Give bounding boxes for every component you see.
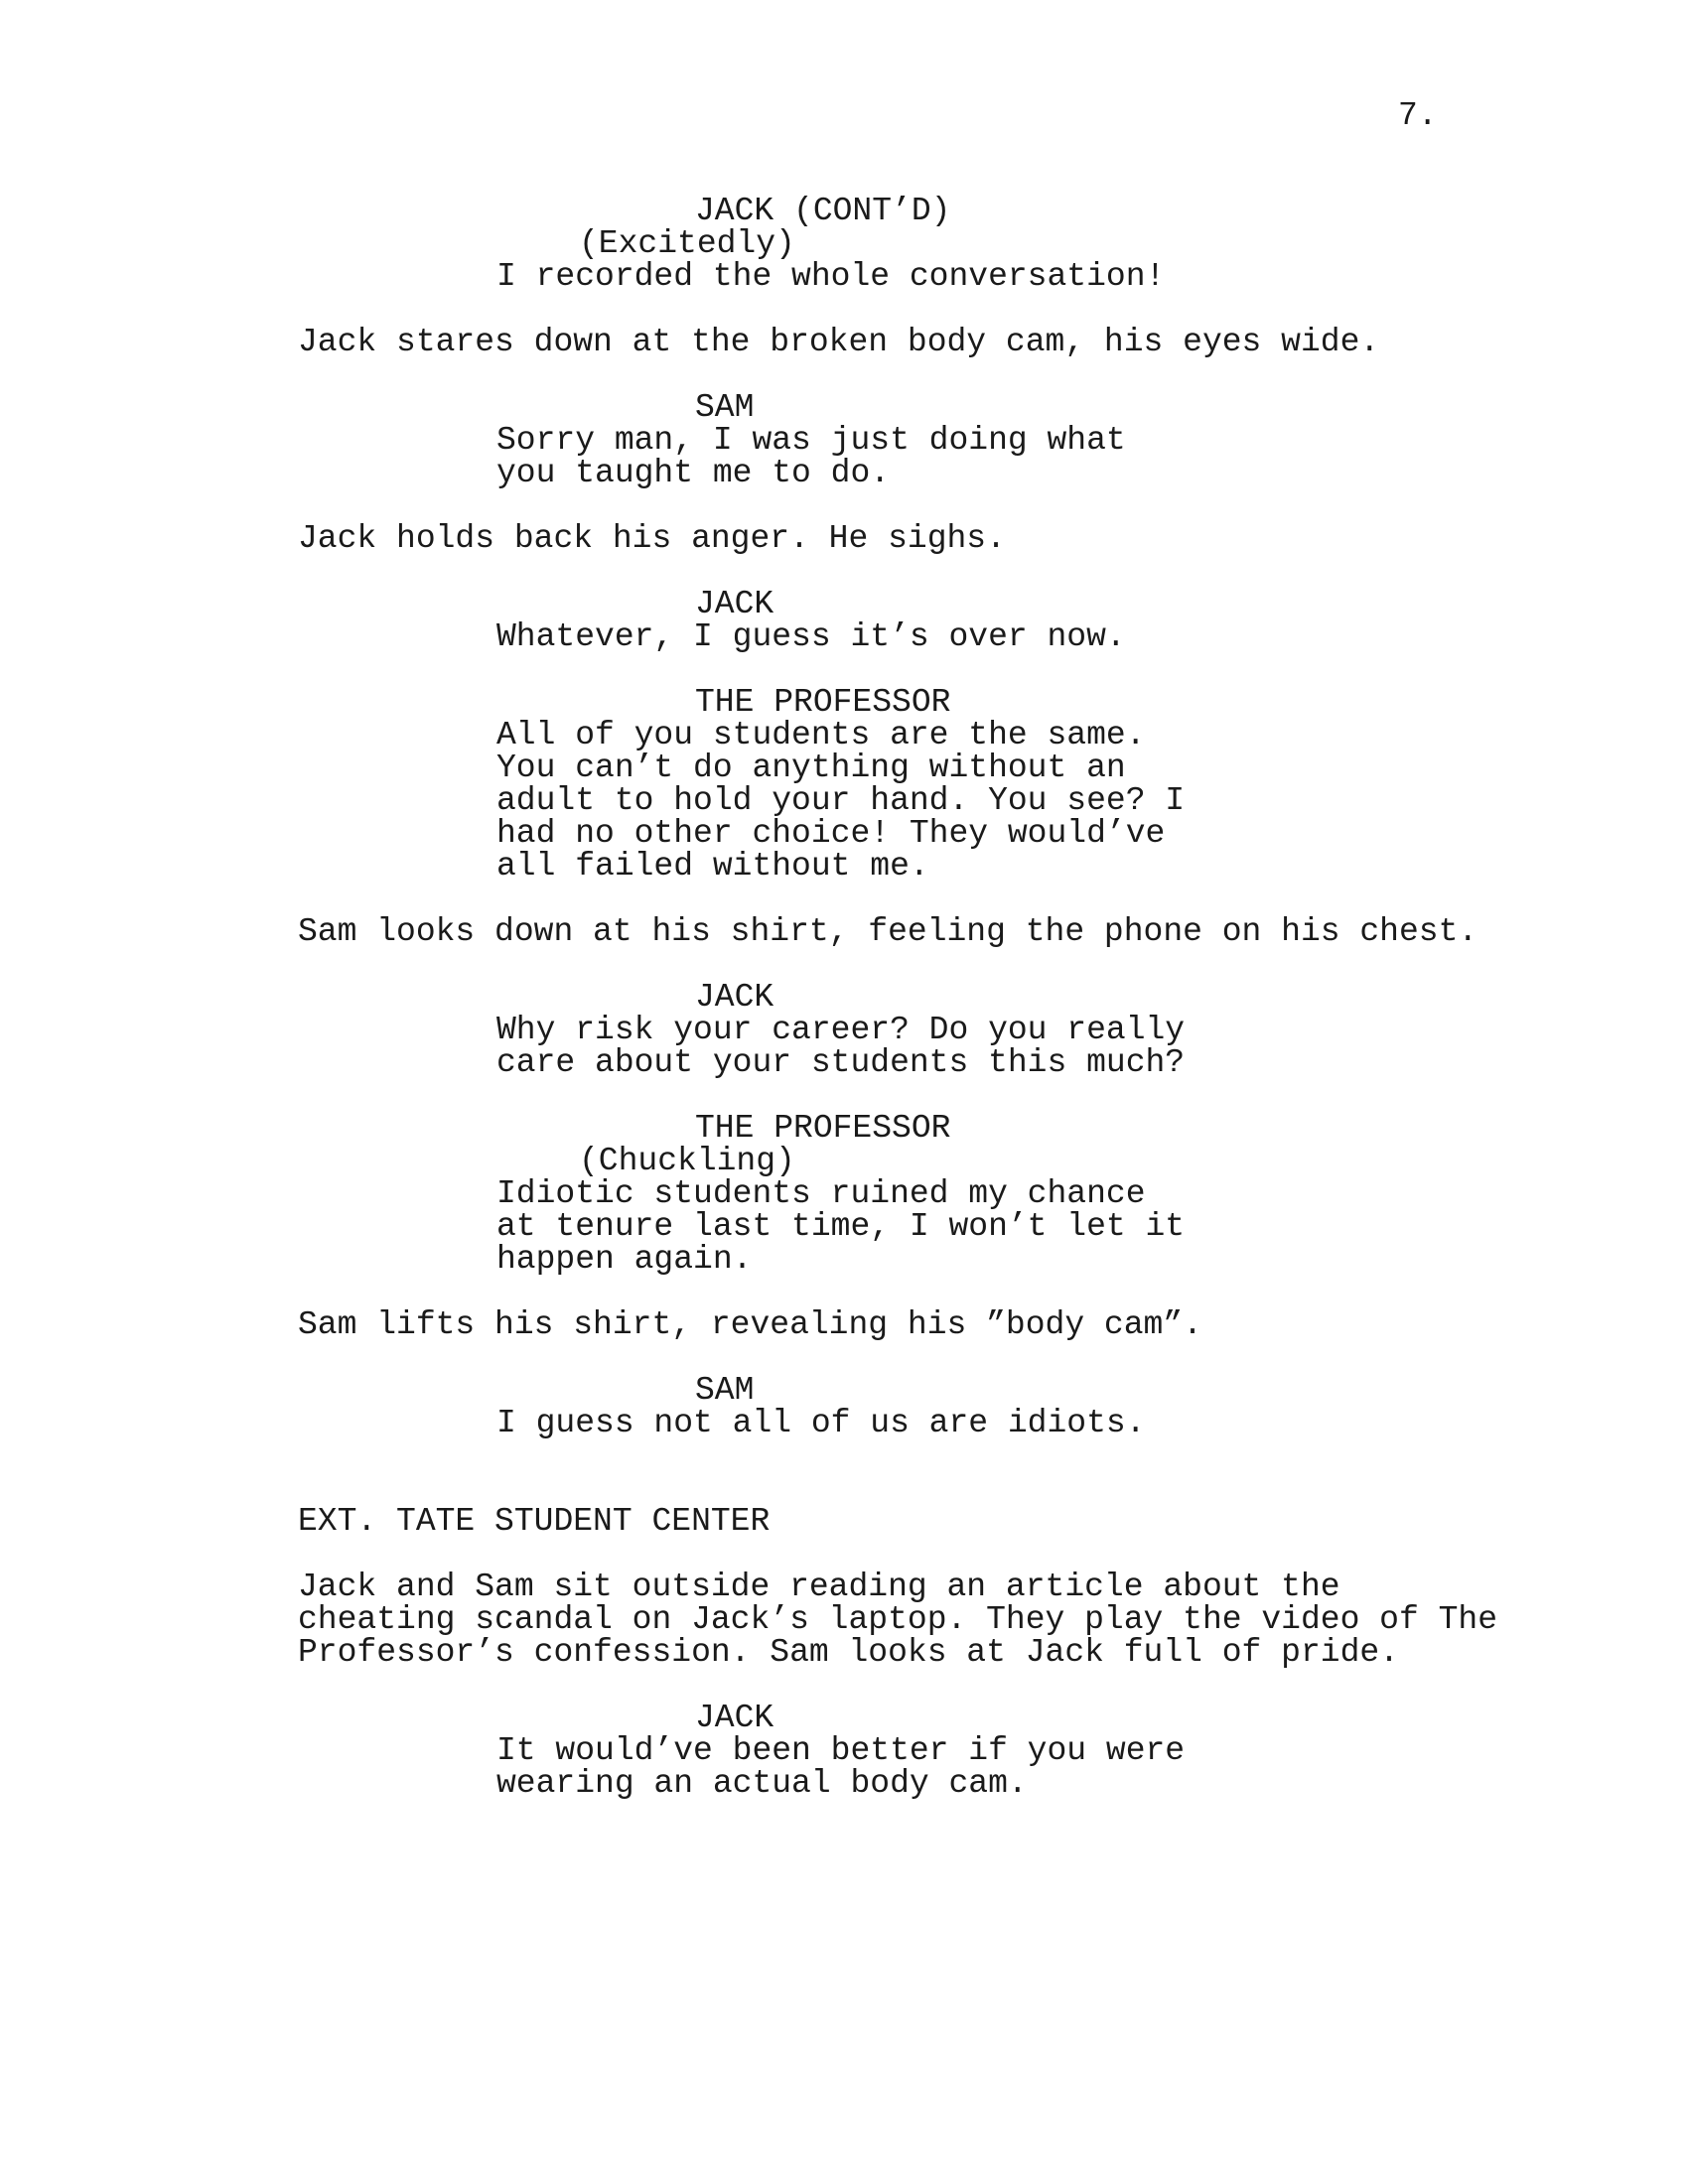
character-name: JACK [695,1700,774,1736]
dialogue-line: I guess not all of us are idiots. [496,1405,1146,1441]
character-name: JACK (CONT’D) [695,193,951,229]
page-number: 7. [1398,97,1438,134]
dialogue-line: You can’t do anything without an [496,750,1126,786]
action-line: Sam lifts his shirt, revealing his ”body cam”. [298,1306,1202,1343]
dialogue-line: care about your students this much? [496,1044,1186,1081]
action-line: Sam looks down at his shirt, feeling the phone on his chest. [298,913,1478,950]
parenthetical: (Chuckling) [579,1143,795,1179]
character-name: JACK [695,979,774,1016]
action-line: Jack and Sam sit outside reading an article about the [298,1569,1340,1605]
parenthetical: (Excitedly) [579,225,795,262]
character-name: THE PROFESSOR [695,684,951,721]
dialogue-line: adult to hold your hand. You see? I [496,782,1186,819]
dialogue-line: Why risk your career? Do you really [496,1012,1186,1048]
dialogue-line: at tenure last time, I won’t let it [496,1208,1186,1245]
dialogue-line: happen again. [496,1241,753,1278]
dialogue-line: Whatever, I guess it’s over now. [496,618,1126,655]
action-line: Jack holds back his anger. He sighs. [298,520,1006,557]
character-name: SAM [695,389,755,426]
action-line: Professor’s confession. Sam looks at Jack full of pride. [298,1634,1399,1671]
dialogue-line: had no other choice! They would’ve [496,815,1166,852]
character-name: SAM [695,1372,755,1409]
character-name: JACK [695,586,774,622]
dialogue-line: It would’ve been better if you were [496,1732,1186,1769]
dialogue-line: you taught me to do. [496,455,891,491]
dialogue-line: Idiotic students ruined my chance [496,1175,1146,1212]
dialogue-line: All of you students are the same. [496,717,1146,753]
action-line: Jack stares down at the broken body cam, his eyes wide. [298,324,1380,360]
character-name: THE PROFESSOR [695,1110,951,1147]
action-line: cheating scandal on Jack’s laptop. They play the video of The [298,1601,1497,1638]
dialogue-line: Sorry man, I was just doing what [496,422,1126,459]
dialogue-line: wearing an actual body cam. [496,1765,1028,1802]
scene-heading: EXT. TATE STUDENT CENTER [298,1503,771,1540]
dialogue-line: all failed without me. [496,848,929,885]
dialogue-line: I recorded the whole conversation! [496,258,1166,295]
